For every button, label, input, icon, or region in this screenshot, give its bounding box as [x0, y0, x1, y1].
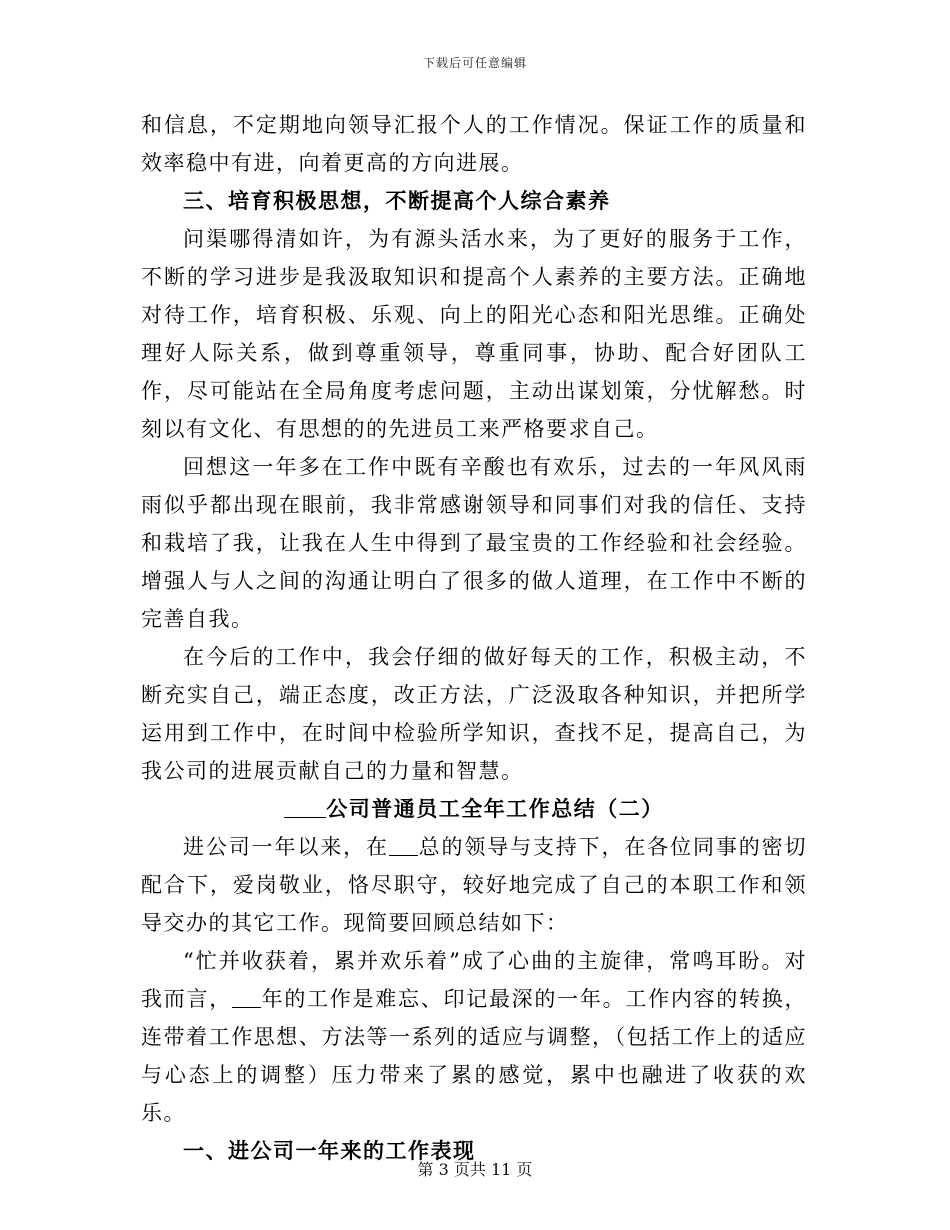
title-text: 公司普通员工全年工作总结（二）	[326, 796, 664, 821]
blank-underline	[284, 795, 326, 818]
paragraph-future: 在今后的工作中，我会仔细的做好每天的工作，积极主动，不断充实自己，端正态度，改正方法，广泛汲取各种知识，并把所学运用到工作中，在时间中检验所学知识，查找不足，提高自己，为我公司的进展贡献自己的力量和智慧。	[141, 645, 807, 783]
document-title-2	[141, 790, 807, 828]
theme-part-a: “忙并收获着，累并欢乐着”成了心曲的主旋律，常鸣耳盼。对我而言，	[141, 949, 807, 1011]
section-heading-3: 三、培育积极思想，不断提高个人综合素养	[183, 188, 611, 213]
theme-part-b: 年的工作是难忘、印记最深的一年。工作内容的转换，连带着工作思想、方法等一系列的适应与调整，（包括工作上的适应与心态上的调整）压力带来了累的感觉，累中也融进了收获的欢乐。	[141, 987, 808, 1125]
paragraph-continued: 和信息，不定期地向领导汇报个人的工作情况。保证工作的质量和效率稳中有进，向着更高的方向进展。	[141, 113, 807, 175]
intro-part-a: 进公司一年以来，在	[183, 835, 389, 859]
paragraph-learning: 问渠哪得清如许，为有源头活水来，为了更好的服务于工作，不断的学习进步是我汲取知识和提高个人素养的主要方法。正确地对待工作，培育积极、乐观、向上的阳光心态和阳光思维。正确处理好人际关系，做到尊重领导，尊重同事，协助、配合好团队工作，尽可能站在全局角度考虑问题，主动出谋划策，分忧解愁。时刻以有文化、有思想的的先进员工来严格要求自己。	[141, 227, 807, 441]
blank-underline	[389, 833, 418, 856]
page-number: 第 3 页共 11 页	[417, 1160, 533, 1179]
paragraph-reflection: 回想这一年多在工作中既有辛酸也有欢乐，过去的一年风风雨雨似乎都出现在眼前，我非常感谢领导和同事们对我的信任、支持和栽培了我，让我在人生中得到了最宝贵的工作经验和社会经验。增强人与人之间的沟通让明白了很多的做人道理，在工作中不断的完善自我。	[141, 455, 807, 631]
page-header: 下载后可任意编辑	[422, 56, 527, 70]
document-body	[141, 106, 807, 1170]
blank-underline	[232, 985, 261, 1008]
section-heading-1: 一、进公司一年来的工作表现	[183, 1138, 476, 1163]
paragraph-theme	[141, 942, 807, 1132]
intro-part-b: 总的领导与支持下，在各位同事的密切配合下，爱岗敬业，恪尽职守，较好地完成了自己的本职工作和领导交办的其它工作。现简要回顾总结如下：	[141, 835, 808, 935]
paragraph-intro	[141, 828, 807, 942]
